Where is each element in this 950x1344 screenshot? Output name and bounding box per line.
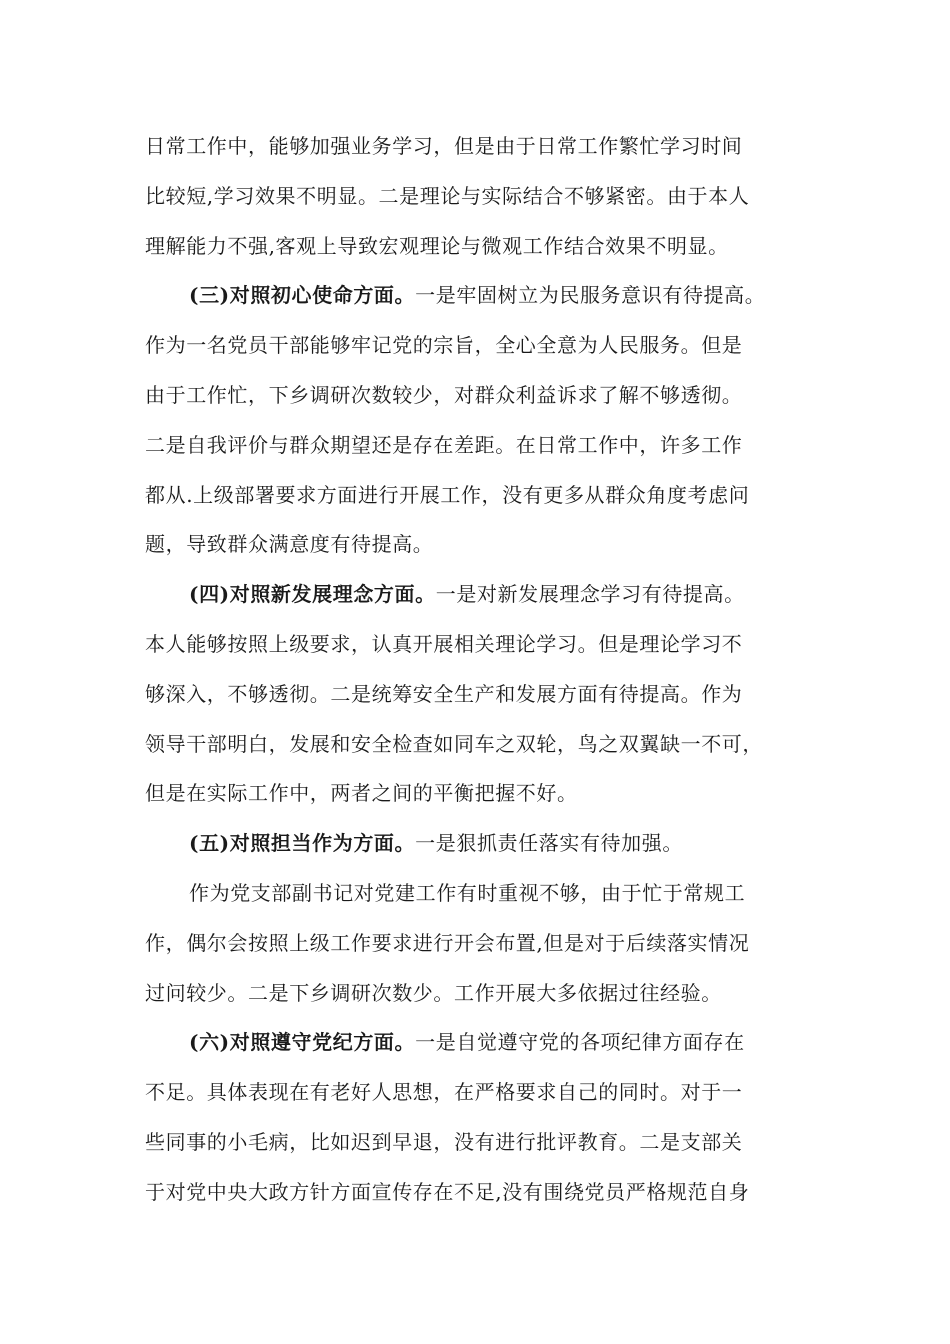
- text-line: 但是在实际工作中，两者之间的平衡把握不好。: [145, 781, 578, 806]
- text-line: 些同事的小毛病，比如迟到早退，没有进行批评教育。二是支部关: [145, 1129, 743, 1154]
- text-line: 由于工作忙，下乡调研次数较少，对群众利益诉求了解不够透彻。: [145, 382, 743, 407]
- text-line: 比较短,学习效果不明显。二是理论与实际结合不够紧密。由于本人: [145, 183, 750, 208]
- text-line: 二是自我评价与群众期望还是存在差距。在日常工作中，许多工作: [145, 432, 743, 457]
- text-line: 过问较少。二是下乡调研次数少。工作开展大多依据过往经验。: [145, 980, 722, 1005]
- text-line: 领导干部明白，发展和安全检查如同车之双轮，鸟之双翼缺一不可，: [145, 731, 763, 756]
- section-heading: (三)对照初心使命方面。: [189, 283, 416, 308]
- text-line: 本人能够按照上级要求，认真开展相关理论学习。但是理论学习不: [145, 631, 743, 656]
- text-line: 作，偶尔会按照上级工作要求进行开会布置,但是对于后续落实情况: [145, 930, 750, 955]
- text-line: 够深入，不够透彻。二是统筹安全生产和发展方面有待提高。作为: [145, 681, 743, 706]
- section-heading: (四)对照新发展理念方面。: [189, 582, 436, 607]
- text-line: 不足。具体表现在有老好人思想，在严格要求自己的同时。对于一: [145, 1080, 743, 1105]
- text-run: 一是对新发展理念学习有待提高。: [435, 582, 745, 607]
- text-line: 日常工作中，能够加强业务学习，但是由于日常工作繁忙学习时间: [145, 134, 743, 158]
- text-line: 于对党中央大政方针方面宣传存在不足,没有围绕党员严格规范自身: [145, 1179, 750, 1204]
- text-run: 一是牢固树立为民服务意识有待提高。: [415, 283, 766, 308]
- section-6-line: [145, 1024, 810, 1074]
- section-heading: (五)对照担当作为方面。: [189, 831, 416, 856]
- section-4-line: [145, 576, 810, 626]
- text-run: 一是狠抓责任落实有待加强。: [415, 831, 683, 856]
- text-line: 理解能力不强,客观上导致宏观理论与微观工作结合效果不明显。: [145, 233, 729, 258]
- document-body: [145, 128, 810, 1224]
- text-line: 都从.上级部署要求方面进行开展工作，没有更多从群众角度考虑问: [145, 482, 750, 507]
- section-heading: (六)对照遵守党纪方面。: [189, 1030, 416, 1055]
- section-5-line: [145, 825, 810, 875]
- section-3-line: [145, 277, 810, 327]
- text-line: 作为党支部副书记对党建工作有时重视不够，由于忙于常规工: [189, 880, 746, 905]
- text-line: 题，导致群众满意度有待提高。: [145, 532, 434, 557]
- text-line: 作为一名党员干部能够牢记党的宗旨，全心全意为人民服务。但是: [145, 333, 743, 358]
- text-run: 一是自觉遵守党的各项纪律方面存在: [415, 1030, 745, 1055]
